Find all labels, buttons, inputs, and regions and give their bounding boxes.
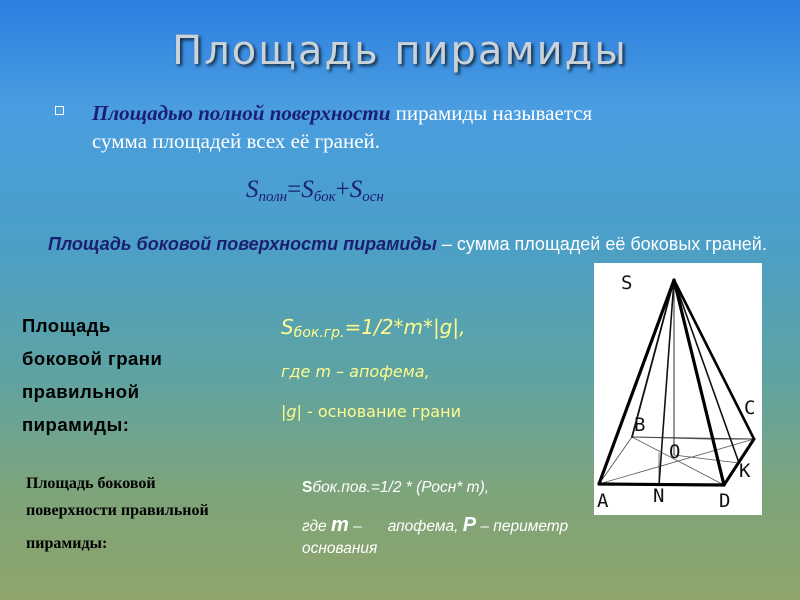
definition-total-surface	[92, 99, 752, 155]
vertex-label-c: C	[744, 397, 756, 419]
edge-sd	[674, 280, 724, 485]
p-symbol: Р	[462, 514, 477, 536]
bullet-square-icon	[55, 106, 64, 115]
label-line: Площадь	[22, 315, 111, 336]
where-text: где	[302, 518, 331, 535]
definition-text-line1: пирамиды называется	[390, 101, 593, 125]
formula-symbol: S	[301, 176, 314, 203]
edge-sc	[674, 280, 754, 439]
label-line: боковой грани	[22, 348, 163, 369]
formula-symbol: S	[246, 176, 259, 203]
g-description: - основание грани	[301, 402, 461, 421]
formula-symbol: S	[302, 479, 313, 496]
vertex-label-b: B	[634, 414, 646, 436]
perimeter-word: – периметр	[476, 518, 569, 535]
formula-plus: +	[335, 176, 350, 203]
total-area-formula	[246, 176, 384, 206]
lateral-surface-formula	[302, 476, 642, 560]
m-symbol: m	[330, 514, 349, 536]
vertex-label-a: A	[597, 490, 609, 512]
regular-face-label	[22, 311, 262, 443]
lateral-surface-label	[26, 470, 286, 557]
apothem-sk	[674, 280, 739, 463]
regular-face-formula	[281, 312, 581, 422]
formula-subscript: бок.гр.	[293, 325, 345, 341]
vertex-label-o: O	[669, 441, 681, 463]
formula-symbol: S	[281, 315, 294, 339]
lateral-definition-term: Площадь боковой поверхности пирамиды	[48, 234, 437, 254]
label-line: поверхности правильной	[26, 502, 209, 519]
formula-equals: =	[287, 176, 302, 203]
base-word: основания	[302, 540, 378, 557]
formula-expression: =1/2*m*|g|,	[344, 315, 466, 339]
label-line: Площадь боковой	[26, 475, 156, 492]
vertex-label-n: N	[653, 485, 665, 507]
formula-symbol: S	[349, 176, 363, 203]
label-line: пирамиды:	[22, 414, 130, 435]
label-line: пирамиды:	[26, 535, 108, 552]
lateral-definition-text: – сумма площадей её боковых граней.	[436, 234, 767, 254]
vertex-label-s: S	[621, 272, 633, 294]
formula-expression: бок.пов.=1/2 * (Росн* m),	[312, 479, 490, 496]
g-symbol: |g|	[281, 402, 302, 421]
apothem-word: апофема,	[387, 518, 463, 535]
vertex-label-k: K	[739, 460, 751, 482]
apothem-note: где m – апофема,	[281, 362, 430, 381]
label-line: правильной	[22, 381, 140, 402]
definition-text-line2: сумма площадей всех её граней.	[92, 129, 381, 153]
formula-subscript: бок	[313, 189, 336, 205]
formula-subscript: осн	[362, 189, 384, 205]
formula-subscript: полн	[258, 189, 288, 205]
where-dash: –	[348, 518, 362, 535]
definition-term: Площадью полной поверхности	[92, 101, 391, 125]
vertex-label-d: D	[719, 490, 731, 512]
page-title: Площадь пирамиды	[172, 28, 628, 74]
definition-lateral-surface	[48, 231, 768, 257]
